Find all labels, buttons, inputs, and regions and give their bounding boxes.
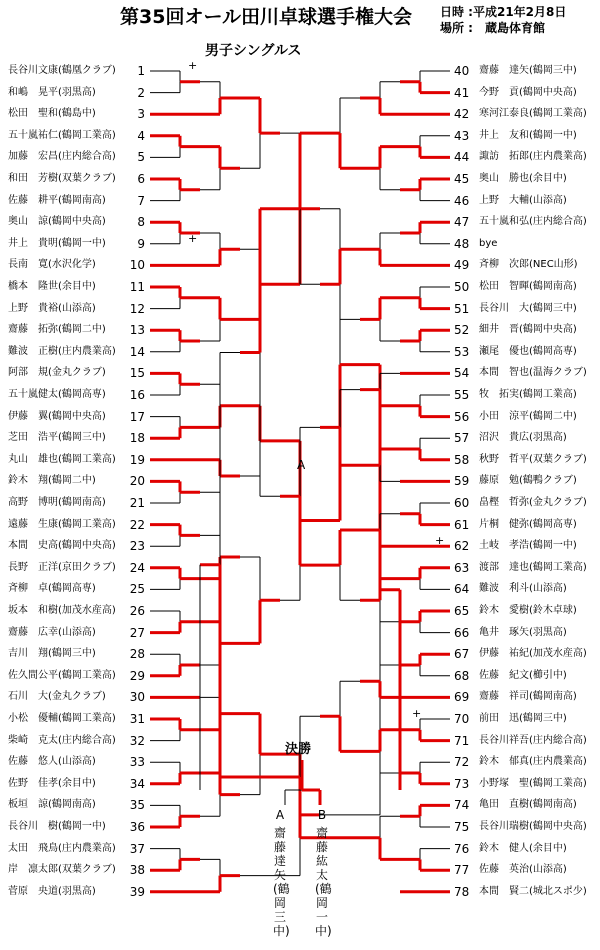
player-name: 菅原 央道(羽黒高) <box>8 885 96 897</box>
player-number: 15 <box>129 366 145 381</box>
player-name: 松田 智暉(鶴岡南高) <box>479 281 577 292</box>
player-number: 8 <box>137 215 145 230</box>
player-name: 小松 優輔(鶴岡工業高) <box>8 713 116 724</box>
player-number: 6 <box>137 172 145 186</box>
player-number: 58 <box>454 452 470 467</box>
player-number: 18 <box>129 431 145 446</box>
player-name: 小野塚 聖(鶴岡工業高) <box>479 777 587 789</box>
player-name: 前田 迅(鶴岡三中) <box>479 713 567 724</box>
player-number: 36 <box>129 820 145 834</box>
player-number: 30 <box>129 690 145 705</box>
player-name: 今野 貢(鶴岡中央高) <box>479 86 577 98</box>
player-number: 60 <box>454 496 470 510</box>
player-number: 19 <box>129 452 145 467</box>
player-name: 土岐 孝浩(鶴岡一中) <box>479 540 577 552</box>
player-number: 28 <box>129 647 145 662</box>
player-name: 上野 大輔(山添高) <box>479 194 567 206</box>
player-name: 佐野 佳孝(余目中) <box>8 777 96 789</box>
player-number: 76 <box>454 841 470 856</box>
player-name: 板垣 諒(鶴岡南高) <box>8 799 96 811</box>
player-number: 5 <box>137 150 145 165</box>
player-name: 斉柳 次郎(NEC山形) <box>479 259 578 271</box>
player-number: 42 <box>454 107 470 122</box>
player-number: 75 <box>454 820 470 834</box>
player-name: 長谷川 樹(鶴岡一中) <box>8 821 106 832</box>
player-number: 35 <box>129 798 145 813</box>
player-name: 和田 芳樹(双葉クラブ) <box>8 173 116 184</box>
player-number: 14 <box>129 344 145 359</box>
event-name: 男子シングルス <box>205 43 302 59</box>
player-number: 64 <box>454 582 470 597</box>
player-number: 26 <box>129 604 145 618</box>
player-number: 68 <box>454 668 470 683</box>
player-number: 48 <box>454 236 470 251</box>
player-name: 坂本 和樹(加茂水産高) <box>8 605 116 616</box>
finalist-b-name: 齋藤 紘太(鶴岡一中) <box>315 826 341 938</box>
player-name: 阿部 規(金丸クラブ) <box>8 367 106 379</box>
player-name: 諏訪 拓郎(庄内農業高) <box>479 151 587 163</box>
player-name: 長野 正洋(京田クラブ) <box>8 561 116 573</box>
event-date: 日時 :平成21年2月8日 <box>440 5 567 19</box>
player-number: 45 <box>454 172 470 186</box>
player-name: 亀井 琢矢(羽黒高) <box>479 626 567 638</box>
player-name: 齋藤 祥司(鶴岡南高) <box>479 691 577 703</box>
player-name: 佐藤 紀文(櫛引中) <box>479 669 567 681</box>
player-name: 本間 智也(温海クラブ) <box>479 367 587 379</box>
player-number: 50 <box>454 280 470 294</box>
player-number: 78 <box>454 884 470 899</box>
player-number: 71 <box>454 733 470 748</box>
player-name: 難波 利斗(山添高) <box>479 583 567 595</box>
player-number: 17 <box>129 409 145 424</box>
player-number: 47 <box>454 215 470 230</box>
finalist-a-name: 齋藤 達矢(鶴岡三中) <box>273 826 299 938</box>
player-number: 72 <box>454 755 470 770</box>
player-number: 52 <box>454 323 470 338</box>
player-number: 3 <box>137 107 145 122</box>
player-number: 32 <box>129 733 145 748</box>
player-number: 7 <box>137 193 145 208</box>
player-name: 長谷川祥吾(庄内総合高) <box>479 734 587 746</box>
player-number: 59 <box>454 474 470 489</box>
player-name: 鈴木 翔(鶴岡二中) <box>8 475 96 487</box>
player-name: 片桐 健弥(鶴岡高専) <box>479 518 577 530</box>
player-name: 井上 貴明(鶴岡一中) <box>8 237 106 249</box>
player-name: 五十嵐祐仁(鶴岡工業高) <box>8 129 116 141</box>
player-number: 41 <box>454 85 470 100</box>
player-number: 43 <box>454 128 470 143</box>
player-number: 13 <box>129 323 145 338</box>
player-name: 五十嵐和弘(庄内総合高) <box>479 216 587 228</box>
player-number: 77 <box>454 863 470 878</box>
player-name: 長南 寛(水沢化学) <box>8 259 96 271</box>
player-number: 27 <box>129 625 145 640</box>
player-number: 73 <box>454 776 470 791</box>
player-name: 齋藤 達矢(鶴岡三中) <box>479 65 577 76</box>
player-name: 和嶋 晃平(羽黒高) <box>8 86 96 98</box>
player-name: 牧 拓実(鶴岡工業高) <box>479 389 577 400</box>
player-name: 藤原 勉(鶴鴨クラブ) <box>479 475 577 487</box>
player-number: 16 <box>129 388 145 402</box>
player-number: 21 <box>129 496 145 510</box>
player-name: 斉柳 卓(鶴岡高専) <box>8 583 96 595</box>
final-label: 決勝 <box>285 742 312 757</box>
player-name: 橋本 隆世(余目中) <box>8 281 96 292</box>
player-name: 畠樫 哲弥(金丸クラブ) <box>479 497 587 508</box>
player-number: 22 <box>129 517 145 532</box>
player-name: 長谷川 大(鶴岡三中) <box>479 302 577 314</box>
player-name: 伊藤 翼(鶴岡中央高) <box>8 410 106 422</box>
player-number: 54 <box>454 366 470 381</box>
player-name: bye <box>479 237 498 249</box>
player-name: 加藤 宏昌(庄内総合高) <box>8 151 116 163</box>
player-name: 小田 涼平(鶴岡二中) <box>479 410 577 422</box>
player-number: 53 <box>454 344 470 359</box>
player-name: 太田 飛鳥(庄内農業高) <box>8 842 116 854</box>
player-number: 29 <box>129 668 145 683</box>
player-name: 鈴木 健人(余目中) <box>479 842 567 854</box>
player-name: 柴崎 克太(庄内総合高) <box>8 734 116 746</box>
player-number: 33 <box>129 755 145 770</box>
finalist-a-block: A <box>275 808 285 822</box>
seed-mark: + <box>412 707 422 720</box>
player-number: 69 <box>454 690 470 705</box>
player-name: 高野 博明(鶴岡南高) <box>8 497 106 508</box>
player-number: 65 <box>454 604 470 618</box>
player-number: 55 <box>454 388 470 402</box>
player-name: 寒河江泰良(鶴岡工業高) <box>479 108 587 120</box>
event-venue: 場所 : 蔵島体育館 <box>440 21 545 35</box>
player-name: 佐久間公平(鶴岡工業高) <box>8 669 116 681</box>
player-name: 井上 友和(鶴岡一中) <box>479 129 577 141</box>
player-number: 11 <box>129 280 145 294</box>
block-a-label: A <box>297 458 306 472</box>
player-number: 4 <box>137 128 145 143</box>
page-title: 第35回オール田川卓球選手権大会 <box>120 6 413 28</box>
player-name: 長谷川瑞樹(鶴岡中央高) <box>479 821 587 832</box>
player-name: 遠藤 生康(鶴岡工業高) <box>8 518 116 530</box>
player-number: 56 <box>454 409 470 424</box>
player-number: 44 <box>454 150 470 165</box>
player-name: 齋藤 拓弥(鶴岡二中) <box>8 324 106 336</box>
player-number: 67 <box>454 647 470 662</box>
player-name: 伊藤 祐紀(加茂水産高) <box>479 648 587 660</box>
player-name: 松田 聖和(鶴島中) <box>8 108 96 120</box>
player-number: 66 <box>454 625 470 640</box>
player-number: 9 <box>137 236 145 251</box>
player-name: 秋野 哲平(双葉クラブ) <box>479 453 587 465</box>
player-name: 沼沢 貴広(羽黒高) <box>479 432 567 444</box>
player-number: 49 <box>454 258 470 273</box>
player-number: 57 <box>454 431 470 446</box>
player-name: 岸 凛太郎(双葉クラブ) <box>8 864 116 876</box>
seed-mark: + <box>435 534 445 548</box>
player-name: 佐藤 悠人(山添高) <box>8 756 96 768</box>
player-number: 51 <box>454 301 470 316</box>
player-number: 62 <box>454 539 470 554</box>
player-number: 23 <box>129 539 145 554</box>
player-name: 細井 晋(鶴岡中央高) <box>479 324 577 336</box>
player-number: 74 <box>454 798 470 813</box>
player-number: 10 <box>129 258 145 273</box>
player-name: 吉川 翔(鶴岡三中) <box>8 648 96 660</box>
player-number: 25 <box>129 582 145 597</box>
player-name: 齋藤 広幸(山添高) <box>8 626 96 638</box>
player-name: 鈴木 郁真(庄内農業高) <box>479 756 587 768</box>
player-number: 61 <box>454 517 470 532</box>
player-name: 佐藤 耕平(鶴岡南高) <box>8 194 106 206</box>
player-name: 長谷川文康(鶴凰クラブ) <box>8 65 116 76</box>
player-name: 上野 貴裕(山添高) <box>8 302 96 314</box>
player-number: 39 <box>129 884 145 899</box>
player-number: 70 <box>454 712 470 726</box>
player-name: 本間 賢二(城北スポ少) <box>479 885 587 897</box>
player-name: 五十嵐健太(鶴岡高専) <box>8 389 106 400</box>
player-number: 2 <box>137 85 145 100</box>
player-name: 難波 正樹(庄内農業高) <box>8 345 116 357</box>
player-name: 丸山 雄也(鶴岡工業高) <box>8 453 116 465</box>
player-name: 渡部 達也(鶴岡工業高) <box>479 561 587 573</box>
player-name: 奥山 諒(鶴岡中央高) <box>8 216 106 228</box>
player-number: 37 <box>129 841 145 856</box>
player-name: 亀田 直樹(鶴岡南高) <box>479 799 577 811</box>
player-number: 40 <box>454 64 470 78</box>
player-number: 20 <box>129 474 145 489</box>
seed-mark: + <box>188 59 198 72</box>
player-number: 46 <box>454 193 470 208</box>
player-number: 63 <box>454 560 470 575</box>
player-name: 芝田 浩平(鶴岡三中) <box>8 432 106 444</box>
finalist-b-block: B <box>317 808 327 822</box>
seed-mark: + <box>188 231 198 245</box>
player-number: 31 <box>129 712 145 726</box>
player-name: 佐藤 英治(山添高) <box>479 864 567 876</box>
player-name: 本間 史高(鶴岡中央高) <box>8 540 116 552</box>
player-number: 34 <box>129 776 145 791</box>
player-name: 鈴木 愛樹(鈴木卓球) <box>479 605 577 616</box>
player-number: 1 <box>137 64 145 78</box>
player-name: 瀬尾 優也(鶴岡高専) <box>479 345 577 357</box>
player-name: 石川 大(金丸クラブ) <box>8 691 106 703</box>
player-name: 奥山 勝也(余目中) <box>479 173 567 184</box>
player-number: 24 <box>129 560 145 575</box>
player-number: 38 <box>129 863 145 878</box>
player-number: 12 <box>129 301 145 316</box>
